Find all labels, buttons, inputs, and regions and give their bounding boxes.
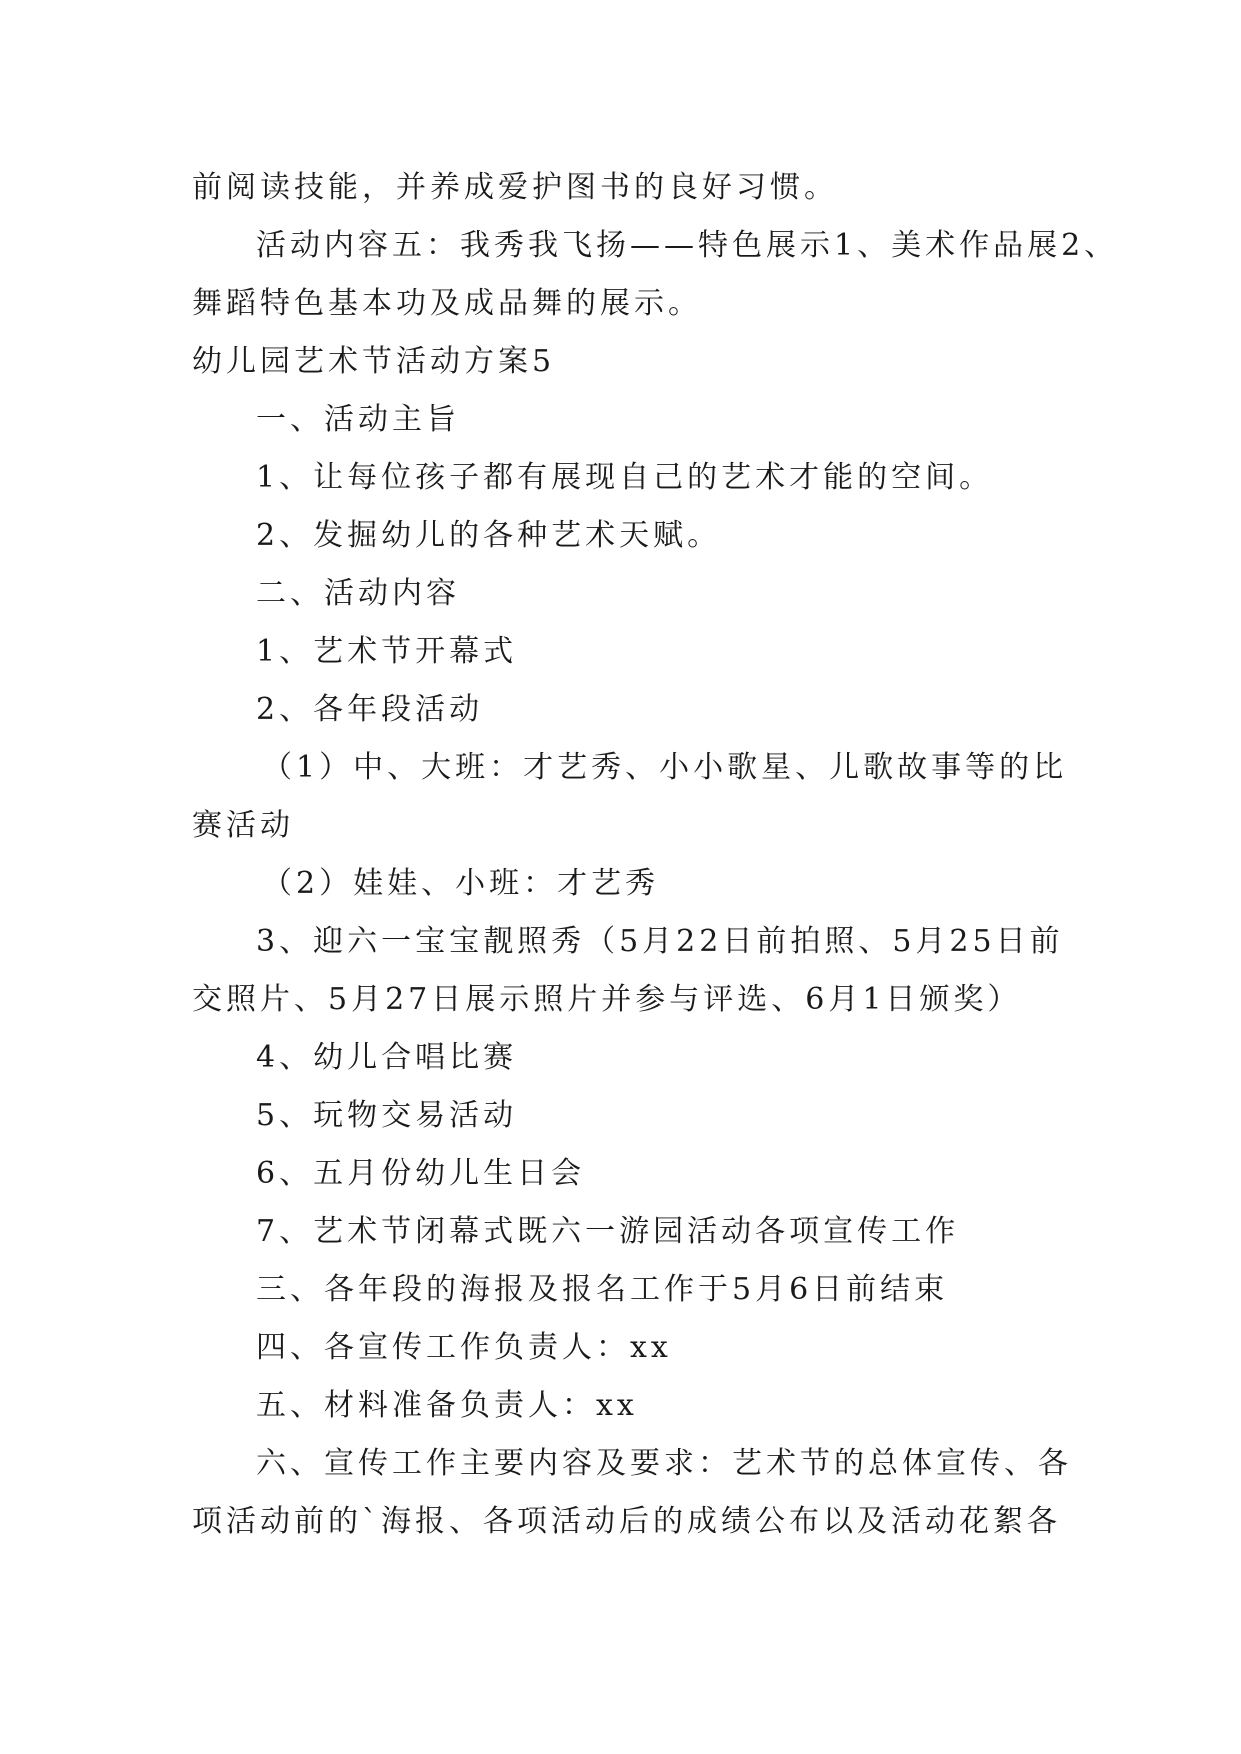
list-item: 2、各年段活动 bbox=[256, 692, 484, 727]
text-line: 项活动前的`海报、各项活动后的成绩公布以及活动花絮各 bbox=[192, 1504, 1061, 1539]
text-line: 活动内容五：我秀我飞扬——特色展示1、美术作品展2、 bbox=[256, 228, 1119, 263]
list-item: 1、让每位孩子都有展现自己的艺术才能的空间。 bbox=[256, 460, 994, 495]
text-line: 赛活动 bbox=[192, 808, 294, 843]
text-line: 交照片、5月27日展示照片并参与评选、6月1日颁奖） bbox=[192, 982, 1022, 1017]
list-item: 2、发掘幼儿的各种艺术天赋。 bbox=[256, 518, 722, 553]
section-heading: 四、各宣传工作负责人：xx bbox=[256, 1330, 672, 1365]
section-heading: 二、活动内容 bbox=[256, 576, 460, 611]
list-item: 3、迎六一宝宝靓照秀（5月22日前拍照、5月25日前 bbox=[256, 924, 1064, 959]
list-item: （2）娃娃、小班：才艺秀 bbox=[262, 866, 660, 901]
text-line: 舞蹈特色基本功及成品舞的展示。 bbox=[192, 286, 702, 321]
list-item: 6、五月份幼儿生日会 bbox=[256, 1156, 586, 1191]
list-item: （1）中、大班：才艺秀、小小歌星、儿歌故事等的比 bbox=[262, 750, 1068, 785]
list-item: 5、玩物交易活动 bbox=[256, 1098, 518, 1133]
text-line: 前阅读技能，并养成爱护图书的良好习惯。 bbox=[192, 170, 838, 205]
list-item: 1、艺术节开幕式 bbox=[256, 634, 518, 669]
section-heading: 三、各年段的海报及报名工作于5月6日前结束 bbox=[256, 1272, 949, 1307]
section-heading: 一、活动主旨 bbox=[256, 402, 460, 437]
list-item: 4、幼儿合唱比赛 bbox=[256, 1040, 518, 1075]
section-title: 幼儿园艺术节活动方案5 bbox=[192, 344, 556, 379]
list-item: 7、艺术节闭幕式既六一游园活动各项宣传工作 bbox=[256, 1214, 960, 1249]
section-heading: 五、材料准备负责人：xx bbox=[256, 1388, 638, 1423]
section-heading: 六、宣传工作主要内容及要求：艺术节的总体宣传、各 bbox=[256, 1446, 1072, 1481]
